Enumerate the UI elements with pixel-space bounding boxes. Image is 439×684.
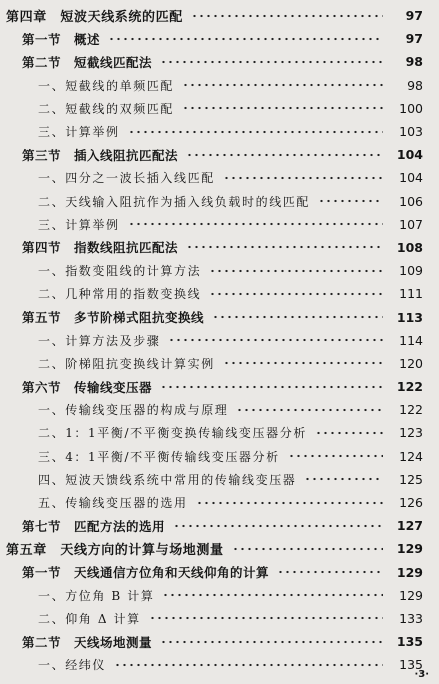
toc-sub-title: 三、计算举例 <box>38 125 120 140</box>
dot-leader <box>182 106 383 110</box>
dot-leader <box>160 60 383 64</box>
toc-sub-row[interactable] <box>0 259 439 282</box>
toc-page-number: 126 <box>399 495 423 511</box>
toc-page-number: 103 <box>399 124 423 140</box>
toc-page-number: 129 <box>396 564 423 580</box>
toc-sub-row[interactable] <box>0 421 439 444</box>
toc-sub-row[interactable] <box>0 468 439 491</box>
dot-leader <box>209 269 383 273</box>
dot-leader <box>149 616 383 620</box>
toc-page-number: 98 <box>407 77 423 93</box>
toc-sub-row[interactable] <box>0 653 439 676</box>
toc-page-number: 123 <box>399 425 423 441</box>
toc-page-number: 114 <box>399 332 423 348</box>
toc-page-number: 98 <box>405 54 423 70</box>
toc-page-number: 107 <box>399 216 423 232</box>
dot-leader <box>186 245 383 249</box>
toc-page-number: 111 <box>399 286 423 302</box>
toc-sub-row[interactable] <box>0 97 439 120</box>
dot-leader <box>186 153 383 157</box>
toc-section-title: 第五节 多节阶梯式阻抗变换线 <box>22 310 205 326</box>
toc-sub-title: 一、指数变阻线的计算方法 <box>38 264 202 279</box>
toc-page-number: 135 <box>399 657 423 673</box>
toc-section-title: 第四节 指数线阻抗匹配法 <box>22 240 179 256</box>
dot-leader <box>128 222 383 226</box>
toc-page-number: 124 <box>399 448 423 464</box>
toc-sub-row[interactable] <box>0 584 439 607</box>
toc-sub-row[interactable] <box>0 445 439 468</box>
toc-sub-row[interactable] <box>0 329 439 352</box>
toc-page-number: 104 <box>399 170 423 186</box>
toc-section-row[interactable] <box>0 305 439 328</box>
toc-chapter-title: 第四章 短波天线系统的匹配 <box>6 10 183 26</box>
dot-leader <box>162 593 383 597</box>
toc-sub-title: 二、仰角 Δ 计算 <box>38 611 141 626</box>
toc-sub-title: 一、四分之一波长插入线匹配 <box>38 171 215 186</box>
table-of-contents <box>0 4 439 676</box>
toc-chapter-row[interactable] <box>0 537 439 560</box>
dot-leader <box>223 176 383 180</box>
toc-sub-title: 五、传输线变压器的选用 <box>38 496 188 511</box>
dot-leader <box>160 640 383 644</box>
toc-page-number: 109 <box>399 263 423 279</box>
toc-sub-row[interactable] <box>0 74 439 97</box>
dot-leader <box>160 385 383 389</box>
toc-page-number: 129 <box>399 587 423 603</box>
toc-section-title: 第七节 匹配方法的选用 <box>22 518 166 534</box>
toc-sub-row[interactable] <box>0 190 439 213</box>
toc-page-number: 127 <box>396 518 423 534</box>
toc-sub-title: 一、计算方法及步骤 <box>38 333 161 348</box>
toc-sub-row[interactable] <box>0 398 439 421</box>
toc-page-number: 100 <box>399 100 423 116</box>
toc-section-row[interactable] <box>0 143 439 166</box>
dot-leader <box>114 663 383 667</box>
toc-section-title: 第二节 短截线匹配法 <box>22 54 153 70</box>
dot-leader <box>304 477 383 481</box>
toc-section-row[interactable] <box>0 514 439 537</box>
toc-section-title: 第三节 插入线阻抗匹配法 <box>22 147 179 163</box>
toc-page-number: 97 <box>405 31 423 47</box>
toc-sub-title: 二、短截线的双频匹配 <box>38 101 175 116</box>
toc-sub-row[interactable] <box>0 213 439 236</box>
toc-page-number: 97 <box>405 8 423 24</box>
toc-sub-row[interactable] <box>0 352 439 375</box>
toc-section-row[interactable] <box>0 561 439 584</box>
toc-page-number: 129 <box>396 541 423 557</box>
toc-sub-title: 二、天线输入阻抗作为插入线负载时的线匹配 <box>38 194 311 209</box>
toc-sub-row[interactable] <box>0 607 439 630</box>
toc-sub-row[interactable] <box>0 491 439 514</box>
toc-section-row[interactable] <box>0 236 439 259</box>
dot-leader <box>223 361 383 365</box>
toc-page-number: 120 <box>399 355 423 371</box>
toc-page-number: 122 <box>399 402 423 418</box>
toc-sub-row[interactable] <box>0 282 439 305</box>
toc-sub-title: 二、阶梯阻抗变换线计算实例 <box>38 356 215 371</box>
dot-leader <box>196 501 383 505</box>
toc-sub-title: 三、计算举例 <box>38 217 120 232</box>
toc-section-row[interactable] <box>0 375 439 398</box>
toc-sub-title: 二、1：1平衡/不平衡变换传输线变压器分析 <box>38 426 307 441</box>
toc-sub-title: 一、方位角 B 计算 <box>38 588 155 603</box>
dot-leader <box>277 570 383 574</box>
toc-sub-title: 四、短波天馈线系统中常用的传输线变压器 <box>38 472 297 487</box>
toc-page-number: 106 <box>399 193 423 209</box>
toc-page-number: 122 <box>396 379 423 395</box>
toc-chapter-row[interactable] <box>0 4 439 27</box>
dot-leader <box>173 524 383 528</box>
dot-leader <box>128 130 383 134</box>
toc-sub-title: 一、传输线变压器的构成与原理 <box>38 403 229 418</box>
toc-section-row[interactable] <box>0 50 439 73</box>
toc-page-number: 125 <box>399 471 423 487</box>
toc-chapter-title: 第五章 天线方向的计算与场地测量 <box>6 543 224 559</box>
toc-sub-row[interactable] <box>0 166 439 189</box>
dot-leader <box>232 547 383 551</box>
toc-page-number: 104 <box>396 147 423 163</box>
toc-sub-title: 一、经纬仪 <box>38 658 107 673</box>
dot-leader <box>209 292 383 296</box>
toc-sub-row[interactable] <box>0 120 439 143</box>
toc-page-number: 108 <box>396 239 423 255</box>
page-number-footer: ·3· <box>414 669 429 680</box>
toc-sub-title: 三、4：1平衡/不平衡传输线变压器分析 <box>38 449 280 464</box>
toc-sub-title: 一、短截线的单频匹配 <box>38 78 175 93</box>
toc-section-title: 第一节 天线通信方位角和天线仰角的计算 <box>22 565 270 581</box>
toc-page-number: 133 <box>399 610 423 626</box>
toc-page-number: 113 <box>396 309 423 325</box>
dot-leader <box>168 338 383 342</box>
dot-leader <box>315 431 383 435</box>
toc-sub-title: 二、几种常用的指数变换线 <box>38 287 202 302</box>
dot-leader <box>288 454 383 458</box>
dot-leader <box>191 14 383 18</box>
dot-leader <box>236 408 383 412</box>
toc-section-row[interactable] <box>0 27 439 50</box>
toc-section-title: 第二节 天线场地测量 <box>22 634 153 650</box>
toc-section-title: 第六节 传输线变压器 <box>22 379 153 395</box>
dot-leader <box>318 199 383 203</box>
toc-page-number: 135 <box>396 634 423 650</box>
toc-section-title: 第一节 概述 <box>22 31 101 47</box>
dot-leader <box>108 37 383 41</box>
dot-leader <box>212 315 383 319</box>
toc-section-row[interactable] <box>0 630 439 653</box>
dot-leader <box>182 83 383 87</box>
